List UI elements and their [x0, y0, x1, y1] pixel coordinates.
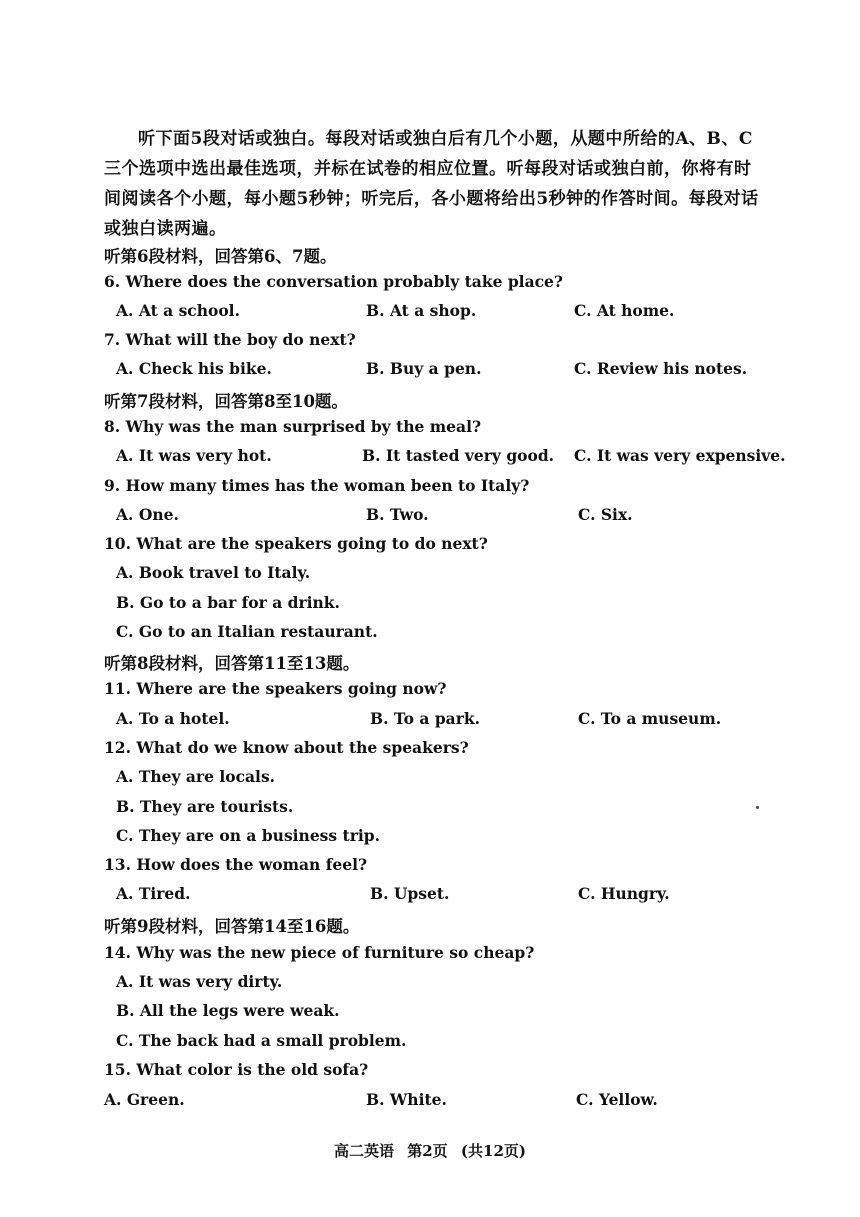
question-13-option-c[interactable]: C. Hungry.: [578, 884, 670, 903]
question-6-option-a[interactable]: A. At a school.: [116, 301, 240, 320]
question-11-option-b[interactable]: B. To a park.: [370, 709, 481, 728]
section-6-heading: 听第6段材料，回答第6、7题。: [104, 247, 337, 266]
footer-page-number: 第2页: [407, 1142, 448, 1160]
question-12-option-b[interactable]: B. They are tourists.: [116, 797, 294, 816]
question-9-option-a[interactable]: A. One.: [116, 505, 179, 524]
question-7-option-c[interactable]: C. Review his notes.: [574, 359, 748, 378]
section-7-heading: 听第7段材料，回答第8至10题。: [104, 392, 348, 411]
question-9-option-b[interactable]: B. Two.: [366, 505, 429, 524]
question-13-stem: 13. How does the woman feel?: [104, 855, 368, 874]
question-10-option-a[interactable]: A. Book travel to Italy.: [116, 563, 311, 582]
question-15-stem: 15. What color is the old sofa?: [104, 1060, 369, 1079]
question-6-stem: 6. Where does the conversation probably take place?: [104, 272, 563, 291]
question-10-stem: 10. What are the speakers going to do next?: [104, 534, 488, 553]
question-12-stem: 12. What do we know about the speakers?: [104, 738, 469, 757]
question-11-option-a[interactable]: A. To a hotel.: [116, 709, 230, 728]
question-14-option-b[interactable]: B. All the legs were weak.: [116, 1001, 340, 1020]
question-8-option-a[interactable]: A. It was very hot.: [116, 446, 272, 465]
question-8-option-c[interactable]: C. It was very expensive.: [574, 446, 786, 465]
section-9-heading: 听第9段材料，回答第14至16题。: [104, 917, 360, 936]
question-7-option-b[interactable]: B. Buy a pen.: [366, 359, 482, 378]
question-11-stem: 11. Where are the speakers going now?: [104, 679, 447, 698]
question-6-option-b[interactable]: B. At a shop.: [366, 301, 477, 320]
footer-subject: 高二英语: [334, 1142, 395, 1160]
question-12-option-a[interactable]: A. They are locals.: [116, 767, 276, 786]
listening-instructions: 听下面5段对话或独白。每段对话或独白后有几个小题，从题中所给的A、B、C三个选项中选出最佳选项，并标在试卷的相应位置。听每段对话或独白前，你将有时间阅读各个小题，每小题5秒钟；听完后，各小题将给出5秒钟的作答时间。每段对话或独白读两遍。: [104, 129, 759, 239]
page-footer: [0, 1140, 860, 1161]
question-6-option-c[interactable]: C. At home.: [574, 301, 675, 320]
question-9-stem: 9. How many times has the woman been to Italy?: [104, 476, 530, 495]
question-14-option-a[interactable]: A. It was very dirty.: [116, 972, 283, 991]
question-10-option-b[interactable]: B. Go to a bar for a drink.: [116, 593, 340, 612]
question-13-option-a[interactable]: A. Tired.: [116, 884, 191, 903]
question-15-option-a[interactable]: A. Green.: [104, 1090, 185, 1109]
question-9-option-c[interactable]: C. Six.: [578, 505, 633, 524]
question-8-stem: 8. Why was the man surprised by the meal?: [104, 417, 482, 436]
question-14-stem: 14. Why was the new piece of furniture so cheap?: [104, 943, 535, 962]
question-7-option-a[interactable]: A. Check his bike.: [116, 359, 272, 378]
question-11-option-c[interactable]: C. To a museum.: [578, 709, 722, 728]
question-13-option-b[interactable]: B. Upset.: [370, 884, 450, 903]
question-8-option-b[interactable]: B. It tasted very good.: [362, 446, 555, 465]
question-14-option-c[interactable]: C. The back had a small problem.: [116, 1031, 407, 1050]
question-12-option-c[interactable]: C. They are on a business trip.: [116, 826, 380, 845]
question-10-option-c[interactable]: C. Go to an Italian restaurant.: [116, 622, 378, 641]
speck: [756, 806, 759, 809]
footer-total-pages: (共12页): [460, 1142, 526, 1160]
question-15-option-b[interactable]: B. White.: [366, 1090, 447, 1109]
question-7-stem: 7. What will the boy do next?: [104, 330, 356, 349]
section-8-heading: 听第8段材料，回答第11至13题。: [104, 654, 360, 673]
question-15-option-c[interactable]: C. Yellow.: [576, 1090, 658, 1109]
